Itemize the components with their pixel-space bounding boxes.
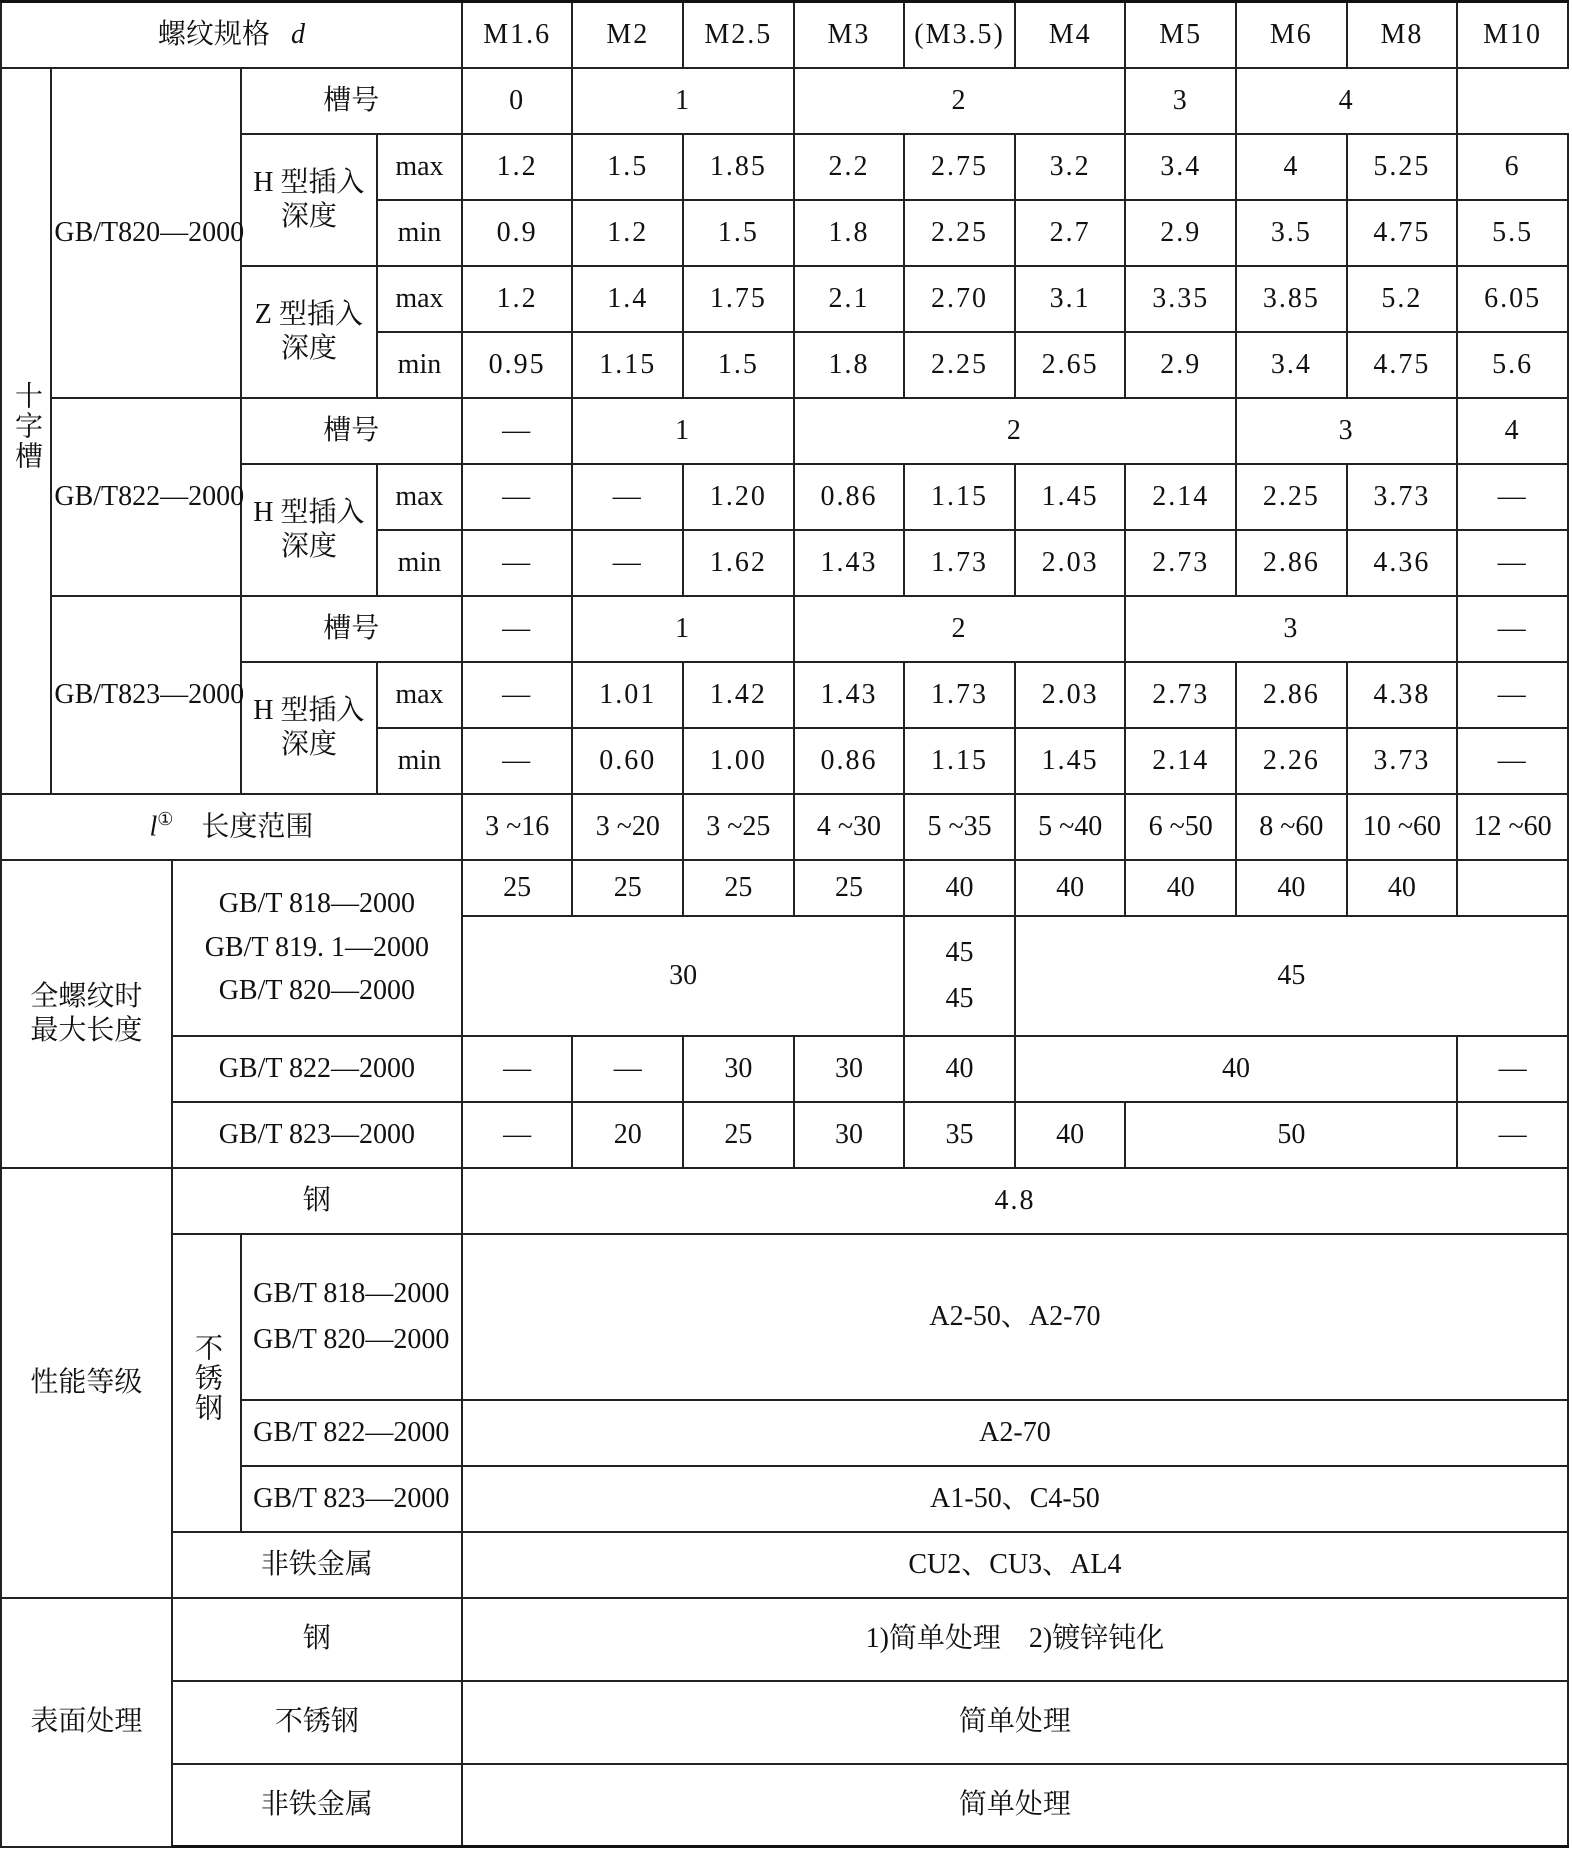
nonferrous-treatment-value: 简单处理: [462, 1764, 1568, 1847]
value-cell: 3.1: [1015, 266, 1126, 332]
value-cell: 45: [945, 936, 974, 968]
value-cell: 3 ~20: [572, 794, 683, 860]
size-header: M1.6: [462, 2, 573, 68]
slot-cell: —: [1457, 596, 1568, 662]
value-cell: 40: [1015, 1102, 1126, 1168]
value-cell: —: [462, 464, 573, 530]
length-range-header: [1, 794, 462, 860]
size-header: M2.5: [683, 2, 794, 68]
value-cell: 5 ~35: [904, 794, 1015, 860]
table-row: [1, 1681, 1568, 1764]
value-cell: 2.70: [904, 266, 1015, 332]
table-row: [1, 68, 1568, 134]
steel-label: 钢: [172, 1598, 462, 1681]
h-depth-label: H 型插入深度: [241, 662, 377, 794]
value-cell: 2.14: [1125, 464, 1236, 530]
stainless-label: 不锈钢: [172, 1234, 241, 1532]
max-label: max: [377, 662, 462, 728]
value-cell: 25: [572, 860, 683, 916]
value-cell: 1.5: [572, 134, 683, 200]
value-cell: 2.25: [904, 332, 1015, 398]
table-row: [1, 1168, 1568, 1234]
standard-820: GB/T 820—2000: [253, 1323, 450, 1355]
value-cell: 2.03: [1015, 530, 1126, 596]
full-thread-label: [1, 860, 172, 1168]
value-cell: 40: [1015, 1036, 1457, 1102]
h-depth-label: H 型插入深度: [241, 464, 377, 596]
value-cell: 4: [1236, 134, 1347, 200]
value-cell: 1.45: [1015, 728, 1126, 794]
min-label: min: [377, 332, 462, 398]
slot-cell: 2: [794, 596, 1126, 662]
standard-822: GB/T 822—2000: [172, 1036, 462, 1102]
value-cell: —: [1457, 464, 1568, 530]
slot-cell: 0: [462, 68, 573, 134]
value-cell: 2.86: [1236, 530, 1347, 596]
value-cell: —: [462, 1036, 573, 1102]
max-label: max: [377, 266, 462, 332]
value-cell: 40: [1015, 860, 1126, 916]
header-row: [1, 2, 1568, 68]
value-cell: 1.15: [572, 332, 683, 398]
size-header: M3: [794, 2, 905, 68]
value-cell: 0.95: [462, 332, 573, 398]
value-cell: —: [1457, 1036, 1568, 1102]
stainless-value-822: A2-70: [462, 1400, 1568, 1466]
value-cell: 0.86: [794, 728, 905, 794]
steel-value: 4.8: [462, 1168, 1568, 1234]
footnote-marker: ①: [157, 809, 174, 830]
table-row: [1, 596, 1568, 662]
value-cell: 1.43: [794, 662, 905, 728]
min-label: min: [377, 200, 462, 266]
value-cell: 4.36: [1347, 530, 1458, 596]
value-cell: 2.75: [904, 134, 1015, 200]
standard-818: GB/T 818—2000: [218, 888, 415, 920]
value-cell: 1.15: [904, 728, 1015, 794]
value-cell: 1.73: [904, 662, 1015, 728]
thread-spec-symbol: d: [290, 18, 305, 50]
value-cell: 2.03: [1015, 662, 1126, 728]
value-cell: 45: [1015, 916, 1568, 1036]
slot-cell: 4: [1457, 398, 1568, 464]
value-cell: 2.25: [904, 200, 1015, 266]
value-cell: 12 ~60: [1457, 794, 1568, 860]
value-cell: —: [1457, 530, 1568, 596]
standard-822: GB/T 822—2000: [241, 1400, 462, 1466]
slot-cell: 1: [572, 596, 793, 662]
stainless-value-818-820: A2-50、A2-70: [462, 1234, 1568, 1400]
value-cell: —: [1457, 1102, 1568, 1168]
value-cell: 10 ~60: [1347, 794, 1458, 860]
slot-cell: 3: [1125, 68, 1236, 134]
value-cell: 2.9: [1125, 200, 1236, 266]
slot-cell: 1: [572, 398, 793, 464]
value-cell: 5.6: [1457, 332, 1568, 398]
value-cell: 20: [572, 1102, 683, 1168]
size-header: M4: [1015, 2, 1126, 68]
value-cell: 30: [794, 1036, 905, 1102]
slot-cell: 1: [572, 68, 793, 134]
value-cell: 25: [462, 860, 573, 916]
value-cell: 1.8: [794, 200, 905, 266]
value-cell: 40: [1236, 860, 1347, 916]
value-cell: 5.2: [1347, 266, 1458, 332]
standard-818: GB/T 818—2000: [253, 1277, 450, 1309]
stainless-label: 不锈钢: [172, 1681, 462, 1764]
value-cell: 5 ~40: [1015, 794, 1126, 860]
property-class-label: 性能等级: [1, 1168, 172, 1598]
nonferrous-label: 非铁金属: [172, 1764, 462, 1847]
value-cell: —: [572, 1036, 683, 1102]
nonferrous-label: 非铁金属: [172, 1532, 462, 1598]
value-cell: —: [462, 1102, 573, 1168]
size-header: M10: [1457, 2, 1568, 68]
value-cell: 0.86: [794, 464, 905, 530]
value-cell: 3.85: [1236, 266, 1347, 332]
value-cell: —: [462, 728, 573, 794]
slot-cell: 4: [1236, 68, 1457, 134]
slot-label: 槽号: [241, 68, 462, 134]
value-cell: 45: [945, 982, 974, 1014]
table-row: [1, 860, 1568, 916]
value-cell: 1.73: [904, 530, 1015, 596]
value-cell: —: [462, 530, 573, 596]
steel-treatment-value: 1)简单处理 2)镀锌钝化: [462, 1598, 1568, 1681]
value-cell: 1.00: [683, 728, 794, 794]
value-cell: 1.4: [572, 266, 683, 332]
size-header: M5: [1125, 2, 1236, 68]
value-cell: 3.73: [1347, 464, 1458, 530]
size-header: M6: [1236, 2, 1347, 68]
value-cell: 0.9: [462, 200, 573, 266]
slot-cell: —: [462, 596, 573, 662]
size-header: (M3.5): [904, 2, 1015, 68]
standard-823: GB/T 823—2000: [241, 1466, 462, 1532]
value-cell: 1.85: [683, 134, 794, 200]
steel-label: 钢: [172, 1168, 462, 1234]
value-cell: 1.75: [683, 266, 794, 332]
value-cell: 30: [683, 1036, 794, 1102]
value-cell: 1.2: [572, 200, 683, 266]
value-cell: 40: [904, 860, 1015, 916]
value-cell: 1.20: [683, 464, 794, 530]
value-cell: 1.5: [683, 200, 794, 266]
value-cell: 2.26: [1236, 728, 1347, 794]
thread-spec-header: [1, 2, 462, 68]
value-cell: —: [572, 464, 683, 530]
value-cell: 40: [1347, 860, 1458, 916]
table-row: [1, 1598, 1568, 1681]
value-cell: 8 ~60: [1236, 794, 1347, 860]
value-cell: 5.25: [1347, 134, 1458, 200]
value-cell: 4 ~30: [794, 794, 905, 860]
min-label: min: [377, 530, 462, 596]
value-cell: 2.65: [1015, 332, 1126, 398]
value-cell: 4.75: [1347, 332, 1458, 398]
thread-spec-label: 螺纹规格: [157, 18, 270, 50]
value-cell: 1.62: [683, 530, 794, 596]
value-cell: 1.01: [572, 662, 683, 728]
value-cell: 50: [1125, 1102, 1457, 1168]
gb820-standard: GB/T820—2000: [51, 68, 240, 398]
value-cell: 25: [794, 860, 905, 916]
table-row: [1, 398, 1568, 464]
value-cell: 2.9: [1125, 332, 1236, 398]
stainless-standards: [241, 1234, 462, 1400]
value-cell: 4.75: [1347, 200, 1458, 266]
value-cell: —: [1457, 662, 1568, 728]
stainless-treatment-value: 简单处理: [462, 1681, 1568, 1764]
value-cell: 6.05: [1457, 266, 1568, 332]
standard-820: GB/T 820—2000: [218, 975, 415, 1007]
slot-label: 槽号: [241, 398, 462, 464]
value-cell: 35: [904, 1102, 1015, 1168]
value-cell: 3 ~16: [462, 794, 573, 860]
length-symbol: l: [149, 811, 158, 843]
value-cell: 3.4: [1236, 332, 1347, 398]
standard-823: GB/T 823—2000: [172, 1102, 462, 1168]
table-row: [1, 1036, 1568, 1102]
value-cell: 1.45: [1015, 464, 1126, 530]
table-row: [1, 1532, 1568, 1598]
value-cell: 3.2: [1015, 134, 1126, 200]
value-cell: 4.38: [1347, 662, 1458, 728]
length-range-row: [1, 794, 1568, 860]
gb823-standard: GB/T823—2000: [51, 596, 240, 794]
value-cell: 40: [904, 1036, 1015, 1102]
empty-cell: [1457, 860, 1568, 916]
value-cell: 1.5: [683, 332, 794, 398]
value-cell: 1.15: [904, 464, 1015, 530]
h-depth-label: H 型插入深度: [241, 134, 377, 266]
value-cell: 2.1: [794, 266, 905, 332]
value-cell: —: [462, 662, 573, 728]
value-cell: 3.35: [1125, 266, 1236, 332]
value-cell: —: [572, 530, 683, 596]
full-thread-standards: [172, 860, 462, 1036]
z-depth-label: Z 型插入深度: [241, 266, 377, 398]
value-cell: 2.2: [794, 134, 905, 200]
full-thread-label-line2: 最大长度: [30, 1014, 143, 1046]
value-cell-stack: [904, 916, 1015, 1036]
value-cell: 0.60: [572, 728, 683, 794]
value-cell: 1.8: [794, 332, 905, 398]
slot-cell: 2: [794, 68, 1126, 134]
value-cell: 1.2: [462, 266, 573, 332]
max-label: max: [377, 134, 462, 200]
value-cell: 6: [1457, 134, 1568, 200]
value-cell: 40: [1125, 860, 1236, 916]
size-header: M2: [572, 2, 683, 68]
value-cell: 30: [462, 916, 904, 1036]
value-cell: 5.5: [1457, 200, 1568, 266]
value-cell: 2.14: [1125, 728, 1236, 794]
table-row: [1, 1764, 1568, 1847]
nonferrous-value: CU2、CU3、AL4: [462, 1532, 1568, 1598]
value-cell: —: [1457, 728, 1568, 794]
min-label: min: [377, 728, 462, 794]
value-cell: 6 ~50: [1125, 794, 1236, 860]
value-cell: 2.7: [1015, 200, 1126, 266]
length-range-label: 长度范围: [201, 811, 314, 843]
stainless-value-823: A1-50、C4-50: [462, 1466, 1568, 1532]
slot-cell: 3: [1125, 596, 1457, 662]
value-cell: 3.5: [1236, 200, 1347, 266]
slot-label: 槽号: [241, 596, 462, 662]
full-thread-label-line1: 全螺纹时: [30, 980, 143, 1012]
value-cell: 3.73: [1347, 728, 1458, 794]
table-row: [1, 1234, 1568, 1317]
value-cell: 2.73: [1125, 530, 1236, 596]
cross-recess-label: 十字槽: [1, 68, 51, 794]
max-label: max: [377, 464, 462, 530]
size-header: M8: [1347, 2, 1458, 68]
surface-treatment-label: 表面处理: [1, 1598, 172, 1847]
standard-819: GB/T 819. 1—2000: [204, 931, 429, 963]
value-cell: 3.4: [1125, 134, 1236, 200]
value-cell: 25: [683, 860, 794, 916]
slot-cell: 3: [1236, 398, 1457, 464]
value-cell: 1.2: [462, 134, 573, 200]
value-cell: 2.25: [1236, 464, 1347, 530]
gb822-standard: GB/T822—2000: [51, 398, 240, 596]
value-cell: 1.43: [794, 530, 905, 596]
table-row: [1, 1102, 1568, 1168]
value-cell: 30: [794, 1102, 905, 1168]
value-cell: 2.73: [1125, 662, 1236, 728]
slot-cell: —: [462, 398, 573, 464]
slot-cell: 2: [794, 398, 1236, 464]
value-cell: 3 ~25: [683, 794, 794, 860]
value-cell: 25: [683, 1102, 794, 1168]
value-cell: 1.42: [683, 662, 794, 728]
value-cell: 2.86: [1236, 662, 1347, 728]
